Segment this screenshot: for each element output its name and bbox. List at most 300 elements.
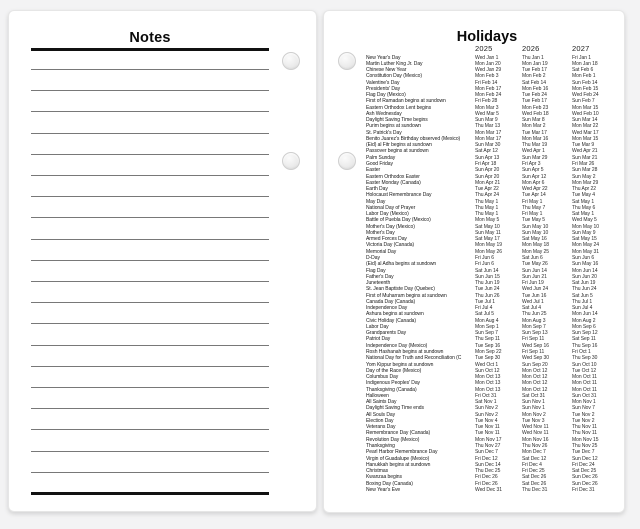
holiday-date-2026: Tue Mar 17 xyxy=(522,129,547,136)
holiday-date-2027: Sat Feb 6 xyxy=(572,67,594,74)
holiday-date-2027: Thu Apr 22 xyxy=(572,186,596,193)
holiday-date-2026: Mon Mar 16 xyxy=(522,135,549,142)
holiday-date-2027: Thu Sep 30 xyxy=(572,355,598,362)
holiday-date-2026: Sun Nov 1 xyxy=(522,399,545,406)
holiday-date-2027: Mon Feb 15 xyxy=(572,85,599,92)
holiday-date-2026: Tue Apr 14 xyxy=(522,192,546,199)
ruled-line xyxy=(31,472,269,473)
holiday-date-2027: Tue Nov 2 xyxy=(572,417,595,424)
holiday-date-2026: Sun May 10 xyxy=(522,229,549,236)
holiday-name: Passover begins at sundown xyxy=(366,148,429,155)
holiday-date-2027: Sun Nov 7 xyxy=(572,405,595,412)
holiday-date-2027: Mon Nov 1 xyxy=(572,399,596,406)
holiday-date-2027: Mon Oct 11 xyxy=(572,380,597,387)
holiday-date-2027: Sun Jun 20 xyxy=(572,273,597,280)
holiday-name: Daylight Saving Time ends xyxy=(366,405,424,412)
holiday-date-2026: Wed Apr 22 xyxy=(522,186,548,193)
holiday-date-2027: Sun Feb 14 xyxy=(572,79,598,86)
holiday-date-2026: Fri Dec 4 xyxy=(522,461,542,468)
holiday-name: Halloween xyxy=(366,392,389,399)
holiday-date-2026: Wed Feb 18 xyxy=(522,110,549,117)
holiday-name: Kwanzaa begins xyxy=(366,474,402,481)
holiday-name: Pearl Harbor Remembrance Day xyxy=(366,449,438,456)
holiday-date-2026: Sat Dec 26 xyxy=(522,480,547,487)
holiday-date-2027: Tue Dec 7 xyxy=(572,449,595,456)
holiday-date-2025: Fri Oct 31 xyxy=(475,392,497,399)
holiday-name: Civic Holiday (Canada) xyxy=(366,317,417,324)
holiday-name: Flag Day xyxy=(366,267,386,274)
holiday-date-2027: Mon Mar 15 xyxy=(572,104,599,111)
year-header-spacer xyxy=(366,44,475,53)
holiday-name: Presidents' Day xyxy=(366,85,401,92)
holiday-name: (Eid) al Adha begins at sundown xyxy=(366,261,437,268)
holiday-date-2025: Sun Mar 9 xyxy=(475,117,498,124)
holiday-date-2026: Sat Dec 12 xyxy=(522,455,547,462)
holiday-date-2025: Mon May 5 xyxy=(475,217,500,224)
holiday-date-2027: Mon Feb 1 xyxy=(572,73,596,80)
holiday-date-2025: Sat May 17 xyxy=(475,236,500,243)
holiday-name: Labor Day (Mexico) xyxy=(366,211,409,218)
holiday-name: Palm Sunday xyxy=(366,154,396,161)
holiday-date-2026: Mon Nov 16 xyxy=(522,436,549,443)
holiday-date-2026: Sat May 16 xyxy=(522,236,547,243)
notes-page-title: Notes xyxy=(129,30,171,46)
holiday-date-2026: Fri Sep 11 xyxy=(522,336,545,343)
holiday-date-2027: Mon May 24 xyxy=(572,242,600,249)
holiday-date-2027: Fri Dec 24 xyxy=(572,461,595,468)
holiday-date-2027: Mon Oct 11 xyxy=(572,386,597,393)
holiday-date-2027: Thu May 6 xyxy=(572,204,596,211)
holiday-date-2027: Thu Jul 1 xyxy=(572,298,593,305)
holiday-date-2026: Mon May 25 xyxy=(522,248,550,255)
holiday-date-2027: Wed Feb 10 xyxy=(572,110,599,117)
holiday-date-2026: Tue Feb 17 xyxy=(522,98,547,105)
holiday-date-2027: Mon Aug 2 xyxy=(572,317,596,324)
holiday-name: Hanukkah begins at sundown xyxy=(366,461,431,468)
ruled-line xyxy=(31,196,269,197)
holiday-name: Purim begins at sundown xyxy=(366,123,421,130)
holiday-name: Earth Day xyxy=(366,186,388,193)
holiday-date-2026: Wed Nov 11 xyxy=(522,430,549,437)
holiday-date-2027: Mon May 10 xyxy=(572,223,600,230)
holiday-date-2027: Mon May 31 xyxy=(572,248,600,255)
holiday-name: First of Muharram begins at sundown xyxy=(366,292,447,299)
holiday-date-2025: Tue Sep 30 xyxy=(475,355,501,362)
holiday-name: Independence Day xyxy=(366,305,408,312)
holiday-date-2025: Mon May 26 xyxy=(475,248,503,255)
holiday-date-2026: Tue May 5 xyxy=(522,217,545,224)
holiday-date-2025: Sat Jul 5 xyxy=(475,311,495,318)
holiday-date-2025: Thu Nov 27 xyxy=(475,442,501,449)
holiday-date-2025: Sun Apr 20 xyxy=(475,167,500,174)
holiday-date-2027: Mon Oct 11 xyxy=(572,374,597,381)
holiday-date-2025: Sat Apr 12 xyxy=(475,148,498,155)
holiday-date-2026: Wed Nov 11 xyxy=(522,424,549,431)
holiday-date-2026: Mon Feb 23 xyxy=(522,104,549,111)
holiday-name: Grandparents Day xyxy=(366,330,407,337)
ruled-line xyxy=(31,175,269,176)
holiday-date-2027: Thu Nov 11 xyxy=(572,430,597,437)
holiday-date-2026: Fri Apr 3 xyxy=(522,161,541,168)
holiday-name: Election Day xyxy=(366,417,394,424)
holiday-name: Martin Luther King Jr. Day xyxy=(366,60,423,67)
ruled-line xyxy=(31,239,269,240)
holiday-name: St. Patrick's Day xyxy=(366,129,402,136)
holiday-name: Thanksgiving (Canada) xyxy=(366,386,417,393)
holiday-date-2025: Tue Jul 1 xyxy=(475,298,495,305)
holiday-date-2027: Mon Mar 22 xyxy=(572,123,599,130)
holiday-date-2025: Mon May 19 xyxy=(475,242,503,249)
holiday-date-2025: Tue Jun 24 xyxy=(475,286,500,293)
holiday-date-2025: Sun Nov 2 xyxy=(475,411,498,418)
holiday-date-2026: Mon Mar 2 xyxy=(522,123,546,130)
ruled-line xyxy=(31,90,269,91)
holiday-date-2025: Tue Apr 22 xyxy=(475,186,499,193)
holiday-date-2026: Mon Jan 19 xyxy=(522,60,548,67)
holiday-name: (Eid) al Fitr begins at sundown xyxy=(366,142,432,149)
holiday-date-2026: Tue Jun 16 xyxy=(522,292,547,299)
binder-hole xyxy=(282,152,300,170)
holiday-date-2027: Sun Oct 31 xyxy=(572,392,597,399)
holiday-date-2027: Fri Dec 31 xyxy=(572,486,595,493)
holiday-date-2026: Mon Oct 12 xyxy=(522,386,548,393)
holiday-date-2025: Sat Nov 1 xyxy=(475,399,497,406)
holiday-name: Battle of Puebla Day (Mexico) xyxy=(366,217,431,224)
holiday-date-2027: Tue Oct 12 xyxy=(572,367,597,374)
holiday-date-2027: Sun May 9 xyxy=(572,229,596,236)
holiday-date-2027: Wed Mar 17 xyxy=(572,129,599,136)
holiday-date-2026: Sun Mar 8 xyxy=(522,117,545,124)
holiday-date-2025: Wed Jan 1 xyxy=(475,54,499,61)
notes-header-rule xyxy=(31,48,269,51)
holiday-date-2026: Sun Apr 5 xyxy=(522,167,544,174)
holiday-date-2027: Sun Jul 4 xyxy=(572,305,593,312)
holiday-date-2027: Sun May 2 xyxy=(572,173,596,180)
holiday-date-2026: Wed Jun 24 xyxy=(522,286,549,293)
holiday-name: Patriot Day xyxy=(366,336,391,343)
holiday-name: Ashura begins at sundown xyxy=(366,311,424,318)
holiday-date-2025: Fri Dec 12 xyxy=(475,455,498,462)
ruled-line xyxy=(31,217,269,218)
holiday-date-2026: Sun Jun 14 xyxy=(522,267,547,274)
holiday-date-2026: Mon Oct 12 xyxy=(522,367,548,374)
holiday-date-2026: Mon Oct 12 xyxy=(522,380,548,387)
holiday-date-2025: Wed Dec 31 xyxy=(475,486,502,493)
holiday-date-2027: Thu Nov 25 xyxy=(572,442,598,449)
holiday-date-2025: Thu May 1 xyxy=(475,204,499,211)
holiday-name: National Day for Truth and Reconciliation (C xyxy=(366,355,462,362)
holiday-date-2025: Mon Nov 17 xyxy=(475,436,502,443)
holiday-name: Eastern Orthodox Lent begins xyxy=(366,104,432,111)
holiday-date-2025: Thu Mar 13 xyxy=(475,123,501,130)
holiday-date-2025: Thu May 1 xyxy=(475,198,499,205)
holiday-name: Revolution Day (Mexico) xyxy=(366,436,420,443)
holiday-date-2025: Mon Feb 17 xyxy=(475,85,502,92)
holiday-date-2025: Tue Nov 11 xyxy=(475,424,500,431)
binder-hole xyxy=(282,52,300,70)
holiday-date-2027: Sun May 16 xyxy=(572,261,599,268)
holiday-date-2025: Mon Oct 13 xyxy=(475,380,501,387)
holiday-name: Labor Day xyxy=(366,323,389,330)
holiday-date-2027: Sun Mar 21 xyxy=(572,154,598,161)
holiday-date-2025: Sat May 10 xyxy=(475,223,500,230)
holiday-name: Day of the Race (Mexico) xyxy=(366,367,422,374)
holiday-date-2027: Sun Sep 12 xyxy=(572,330,598,337)
holiday-date-2025: Mon Mar 3 xyxy=(475,104,499,111)
holiday-date-2025: Sun Jun 15 xyxy=(475,273,500,280)
ruled-line xyxy=(31,133,269,134)
holiday-name: Holocaust Remembrance Day xyxy=(366,192,432,199)
holiday-date-2027: Mon Mar 15 xyxy=(572,135,599,142)
holiday-name: Daylight Saving Time begins xyxy=(366,117,428,124)
holiday-date-2027: Sat May 1 xyxy=(572,211,595,218)
holiday-name: Independence Day (Mexico) xyxy=(366,342,428,349)
holiday-date-2026: Sun May 10 xyxy=(522,223,549,230)
holiday-date-2027: Sun Dec 26 xyxy=(572,474,598,481)
holiday-name: Victoria Day (Canada) xyxy=(366,242,415,249)
holiday-date-2025: Thu Apr 24 xyxy=(475,192,499,199)
holiday-date-2025: Thu Sep 11 xyxy=(475,336,500,343)
holiday-date-2025: Fri Apr 18 xyxy=(475,161,497,168)
holiday-date-2025: Mon Oct 13 xyxy=(475,386,501,393)
holiday-date-2025: Fri Dec 26 xyxy=(475,480,498,487)
holiday-date-2025: Mon Apr 21 xyxy=(475,179,501,186)
holiday-date-2026: Thu Mar 19 xyxy=(522,142,548,149)
holiday-name: Valentine's Day xyxy=(366,79,400,86)
holiday-date-2026: Tue Feb 17 xyxy=(522,67,547,74)
binder-hole xyxy=(338,52,356,70)
holiday-date-2026: Wed Jul 1 xyxy=(522,298,544,305)
holiday-name: Ash Wednesday xyxy=(366,110,402,117)
holiday-table xyxy=(366,55,624,494)
holiday-date-2026: Mon Feb 2 xyxy=(522,73,546,80)
holiday-date-2027: Wed Apr 21 xyxy=(572,148,598,155)
holiday-name: Eastern Orthodox Easter xyxy=(366,173,420,180)
holiday-date-2027: Mon Mar 29 xyxy=(572,179,599,186)
holiday-date-2027: Sat May 1 xyxy=(572,198,595,205)
holiday-date-2025: Mon Mar 17 xyxy=(475,129,502,136)
holiday-name: Memorial Day xyxy=(366,248,397,255)
holiday-date-2027: Mon Sep 6 xyxy=(572,323,596,330)
holiday-date-2027: Fri Mar 26 xyxy=(572,161,595,168)
holiday-date-2025: Tue Nov 4 xyxy=(475,417,498,424)
ruled-line xyxy=(31,302,269,303)
holiday-date-2025: Mon Mar 17 xyxy=(475,135,502,142)
ruled-line xyxy=(31,111,269,112)
holiday-date-2025: Fri Feb 14 xyxy=(475,79,498,86)
holiday-date-2025: Wed Oct 1 xyxy=(475,361,499,368)
holiday-date-2026: Tue Feb 24 xyxy=(522,92,547,99)
holiday-date-2027: Tue May 4 xyxy=(572,192,595,199)
holiday-name: Easter xyxy=(366,167,381,174)
holiday-date-2026: Sat Jun 6 xyxy=(522,255,543,261)
holiday-date-2026: Thu Nov 26 xyxy=(522,442,548,449)
holiday-date-2027: Sat Sep 11 xyxy=(572,336,596,343)
holiday-date-2025: Sun Dec 14 xyxy=(475,461,501,468)
holiday-name: National Day of Prayer xyxy=(366,204,416,211)
holiday-date-2026: Thu Jun 25 xyxy=(522,311,547,318)
holiday-date-2025: Wed Jan 29 xyxy=(475,67,502,74)
holiday-name: Father's Day xyxy=(366,273,394,280)
ruled-line xyxy=(31,154,269,155)
holiday-name: All Saints Day xyxy=(366,399,397,406)
holiday-name: Canada Day (Canada) xyxy=(366,298,416,305)
holiday-date-2025: Mon Jan 20 xyxy=(475,60,501,67)
holiday-date-2025: Sun Nov 2 xyxy=(475,405,498,412)
holiday-date-2025: Mon Sep 22 xyxy=(475,348,502,355)
holiday-date-2026: Mon Feb 16 xyxy=(522,85,549,92)
holiday-row xyxy=(366,487,624,493)
holiday-name: Mother's Day (Mexico) xyxy=(366,223,415,230)
holiday-date-2027: Mon Jun 14 xyxy=(572,311,598,318)
holiday-date-2027: Wed May 5 xyxy=(572,217,597,224)
holiday-date-2027: Sun Jun 6 xyxy=(572,255,595,261)
holiday-name: Armed Forces Day xyxy=(366,236,407,243)
holiday-date-2026: Thu Jan 1 xyxy=(522,54,544,61)
holiday-date-2025: Sun Apr 13 xyxy=(475,154,500,161)
notes-footer-rule xyxy=(31,492,269,495)
ruled-line xyxy=(31,323,269,324)
holiday-date-2025: Mon Oct 13 xyxy=(475,374,501,381)
holiday-date-2026: Sun Jun 21 xyxy=(522,273,547,280)
holiday-date-2026: Mon Dec 7 xyxy=(522,449,546,456)
year-header-2026: 2026 xyxy=(522,44,540,53)
holiday-date-2026: Sun Mar 29 xyxy=(522,154,548,161)
holiday-name: Remembrance Day (Canada) xyxy=(366,430,431,437)
holiday-date-2027: Sat Jun 5 xyxy=(572,292,593,299)
holiday-date-2025: Mon Feb 3 xyxy=(475,73,499,80)
holiday-date-2026: Fri May 1 xyxy=(522,198,543,205)
holiday-date-2026: Sun Nov 1 xyxy=(522,405,545,412)
year-header-2027: 2027 xyxy=(572,44,590,53)
holiday-name: May Day xyxy=(366,198,386,205)
holiday-date-2026: Fri Sep 11 xyxy=(522,348,545,355)
holiday-name: St. Jean Baptiste Day (Quebec) xyxy=(366,286,435,293)
ruled-line xyxy=(31,260,269,261)
ruled-line xyxy=(31,429,269,430)
holiday-date-2025: Fri Dec 26 xyxy=(475,474,498,481)
holiday-date-2026: Mon Apr 6 xyxy=(522,179,545,186)
holiday-date-2026: Mon Nov 2 xyxy=(522,411,546,418)
holiday-date-2027: Mon Jun 14 xyxy=(572,267,598,274)
holiday-date-2025: Fri Feb 28 xyxy=(475,98,498,105)
holiday-name: Virgin of Guadalupe (Mexico) xyxy=(366,455,430,462)
holiday-date-2025: Sun Dec 7 xyxy=(475,449,498,456)
holiday-date-2026: Sat Feb 14 xyxy=(522,79,546,86)
holiday-name: Yom Kippur begins at sundown xyxy=(366,361,434,368)
year-header-row xyxy=(366,44,624,53)
holiday-date-2025: Tue Nov 11 xyxy=(475,430,500,437)
holiday-date-2026: Fri Jun 19 xyxy=(522,280,544,287)
holiday-name: Boxing Day (Canada) xyxy=(366,480,413,487)
ruled-line xyxy=(31,451,269,452)
holiday-date-2026: Fri May 1 xyxy=(522,211,543,218)
holiday-name: D-Day xyxy=(366,255,380,261)
holiday-date-2026: Wed Sep 30 xyxy=(522,355,549,362)
holiday-date-2027: Mon Jan 18 xyxy=(572,60,598,67)
holiday-name: Indigenous Peoples' Day xyxy=(366,380,421,387)
holiday-date-2026: Sat Dec 26 xyxy=(522,474,547,481)
holiday-date-2025: Tue Sep 16 xyxy=(475,342,501,349)
holiday-date-2027: Sun Oct 10 xyxy=(572,361,597,368)
holiday-date-2026: Thu May 7 xyxy=(522,204,546,211)
holiday-date-2026: Sun Sep 20 xyxy=(522,361,548,368)
holiday-date-2025: Mon Feb 24 xyxy=(475,92,502,99)
ruled-line xyxy=(31,387,269,388)
holiday-date-2027: Tue Nov 2 xyxy=(572,411,595,418)
holiday-date-2026: Tue May 26 xyxy=(522,261,548,268)
holiday-name: All Souls Day xyxy=(366,411,396,418)
holiday-date-2025: Thu Jun 19 xyxy=(475,280,500,287)
ruled-line xyxy=(31,281,269,282)
holiday-name: Christmas xyxy=(366,468,389,475)
holiday-date-2026: Sat Oct 31 xyxy=(522,392,546,399)
holiday-name: Flag Day (Mexico) xyxy=(366,92,406,99)
holiday-date-2025: Sun Apr 20 xyxy=(475,173,500,180)
holiday-date-2027: Mon Nov 15 xyxy=(572,436,599,443)
ruled-line xyxy=(31,366,269,367)
holiday-date-2025: Thu Jun 26 xyxy=(475,292,500,299)
holiday-date-2025: Mon Sep 1 xyxy=(475,323,499,330)
holiday-date-2025: Sun Mar 30 xyxy=(475,142,501,149)
holiday-date-2026: Sat Jul 4 xyxy=(522,305,542,312)
holiday-date-2025: Sat Jun 14 xyxy=(475,267,499,274)
year-header-2025: 2025 xyxy=(475,44,493,53)
holiday-name: Constitution Day (Mexico) xyxy=(366,73,422,80)
holiday-date-2025: Fri Jun 6 xyxy=(475,261,495,268)
holiday-date-2027: Sat Dec 25 xyxy=(572,468,597,475)
holiday-name: Rosh Hashanah begins at sundown xyxy=(366,348,444,355)
holiday-date-2025: Thu May 1 xyxy=(475,211,499,218)
ruled-line xyxy=(31,69,269,70)
holiday-date-2025: Thu Dec 25 xyxy=(475,468,501,475)
holiday-date-2025: Mon Aug 4 xyxy=(475,317,499,324)
holiday-name: Chinese New Year xyxy=(366,67,407,74)
holiday-date-2026: Wed Sep 16 xyxy=(522,342,549,349)
holiday-date-2025: Fri Jun 6 xyxy=(475,255,495,261)
holiday-date-2025: Sun Oct 12 xyxy=(475,367,500,374)
holiday-date-2027: Sun Mar 14 xyxy=(572,117,598,124)
holiday-date-2027: Tue Mar 9 xyxy=(572,142,595,149)
holiday-date-2027: Thu Sep 16 xyxy=(572,342,598,349)
holiday-date-2027: Sun Dec 26 xyxy=(572,480,598,487)
holidays-page xyxy=(323,10,625,513)
holiday-date-2026: Thu Dec 31 xyxy=(522,486,548,493)
holiday-date-2026: Mon May 18 xyxy=(522,242,550,249)
holiday-date-2026: Sun Apr 12 xyxy=(522,173,547,180)
holiday-name: Benito Juarez's Birthday observed (Mexico) xyxy=(366,135,461,142)
holiday-date-2026: Fri Dec 25 xyxy=(522,468,545,475)
holiday-date-2027: Sat May 15 xyxy=(572,236,597,243)
holiday-date-2025: Sun Sep 7 xyxy=(475,330,498,337)
holiday-date-2027: Sun Dec 12 xyxy=(572,455,598,462)
ruled-line xyxy=(31,345,269,346)
holiday-date-2026: Mon Oct 12 xyxy=(522,374,548,381)
holiday-name: Thanksgiving xyxy=(366,442,395,449)
holiday-date-2026: Mon Sep 7 xyxy=(522,323,546,330)
holiday-name: First of Ramadan begins at sundown xyxy=(366,98,446,105)
holiday-name: New Year's Day xyxy=(366,54,401,61)
holiday-date-2026: Sun Sep 13 xyxy=(522,330,548,337)
holiday-date-2025: Fri Jul 4 xyxy=(475,305,493,312)
holiday-name: Juneteenth xyxy=(366,280,391,287)
holiday-date-2027: Thu Jun 24 xyxy=(572,286,597,293)
holiday-name: Easter Monday (Canada) xyxy=(366,179,421,186)
holiday-date-2026: Wed Apr 1 xyxy=(522,148,545,155)
notes-page xyxy=(8,10,317,512)
holiday-date-2027: Thu Nov 11 xyxy=(572,424,597,431)
holidays-page-title: Holidays xyxy=(456,29,518,45)
